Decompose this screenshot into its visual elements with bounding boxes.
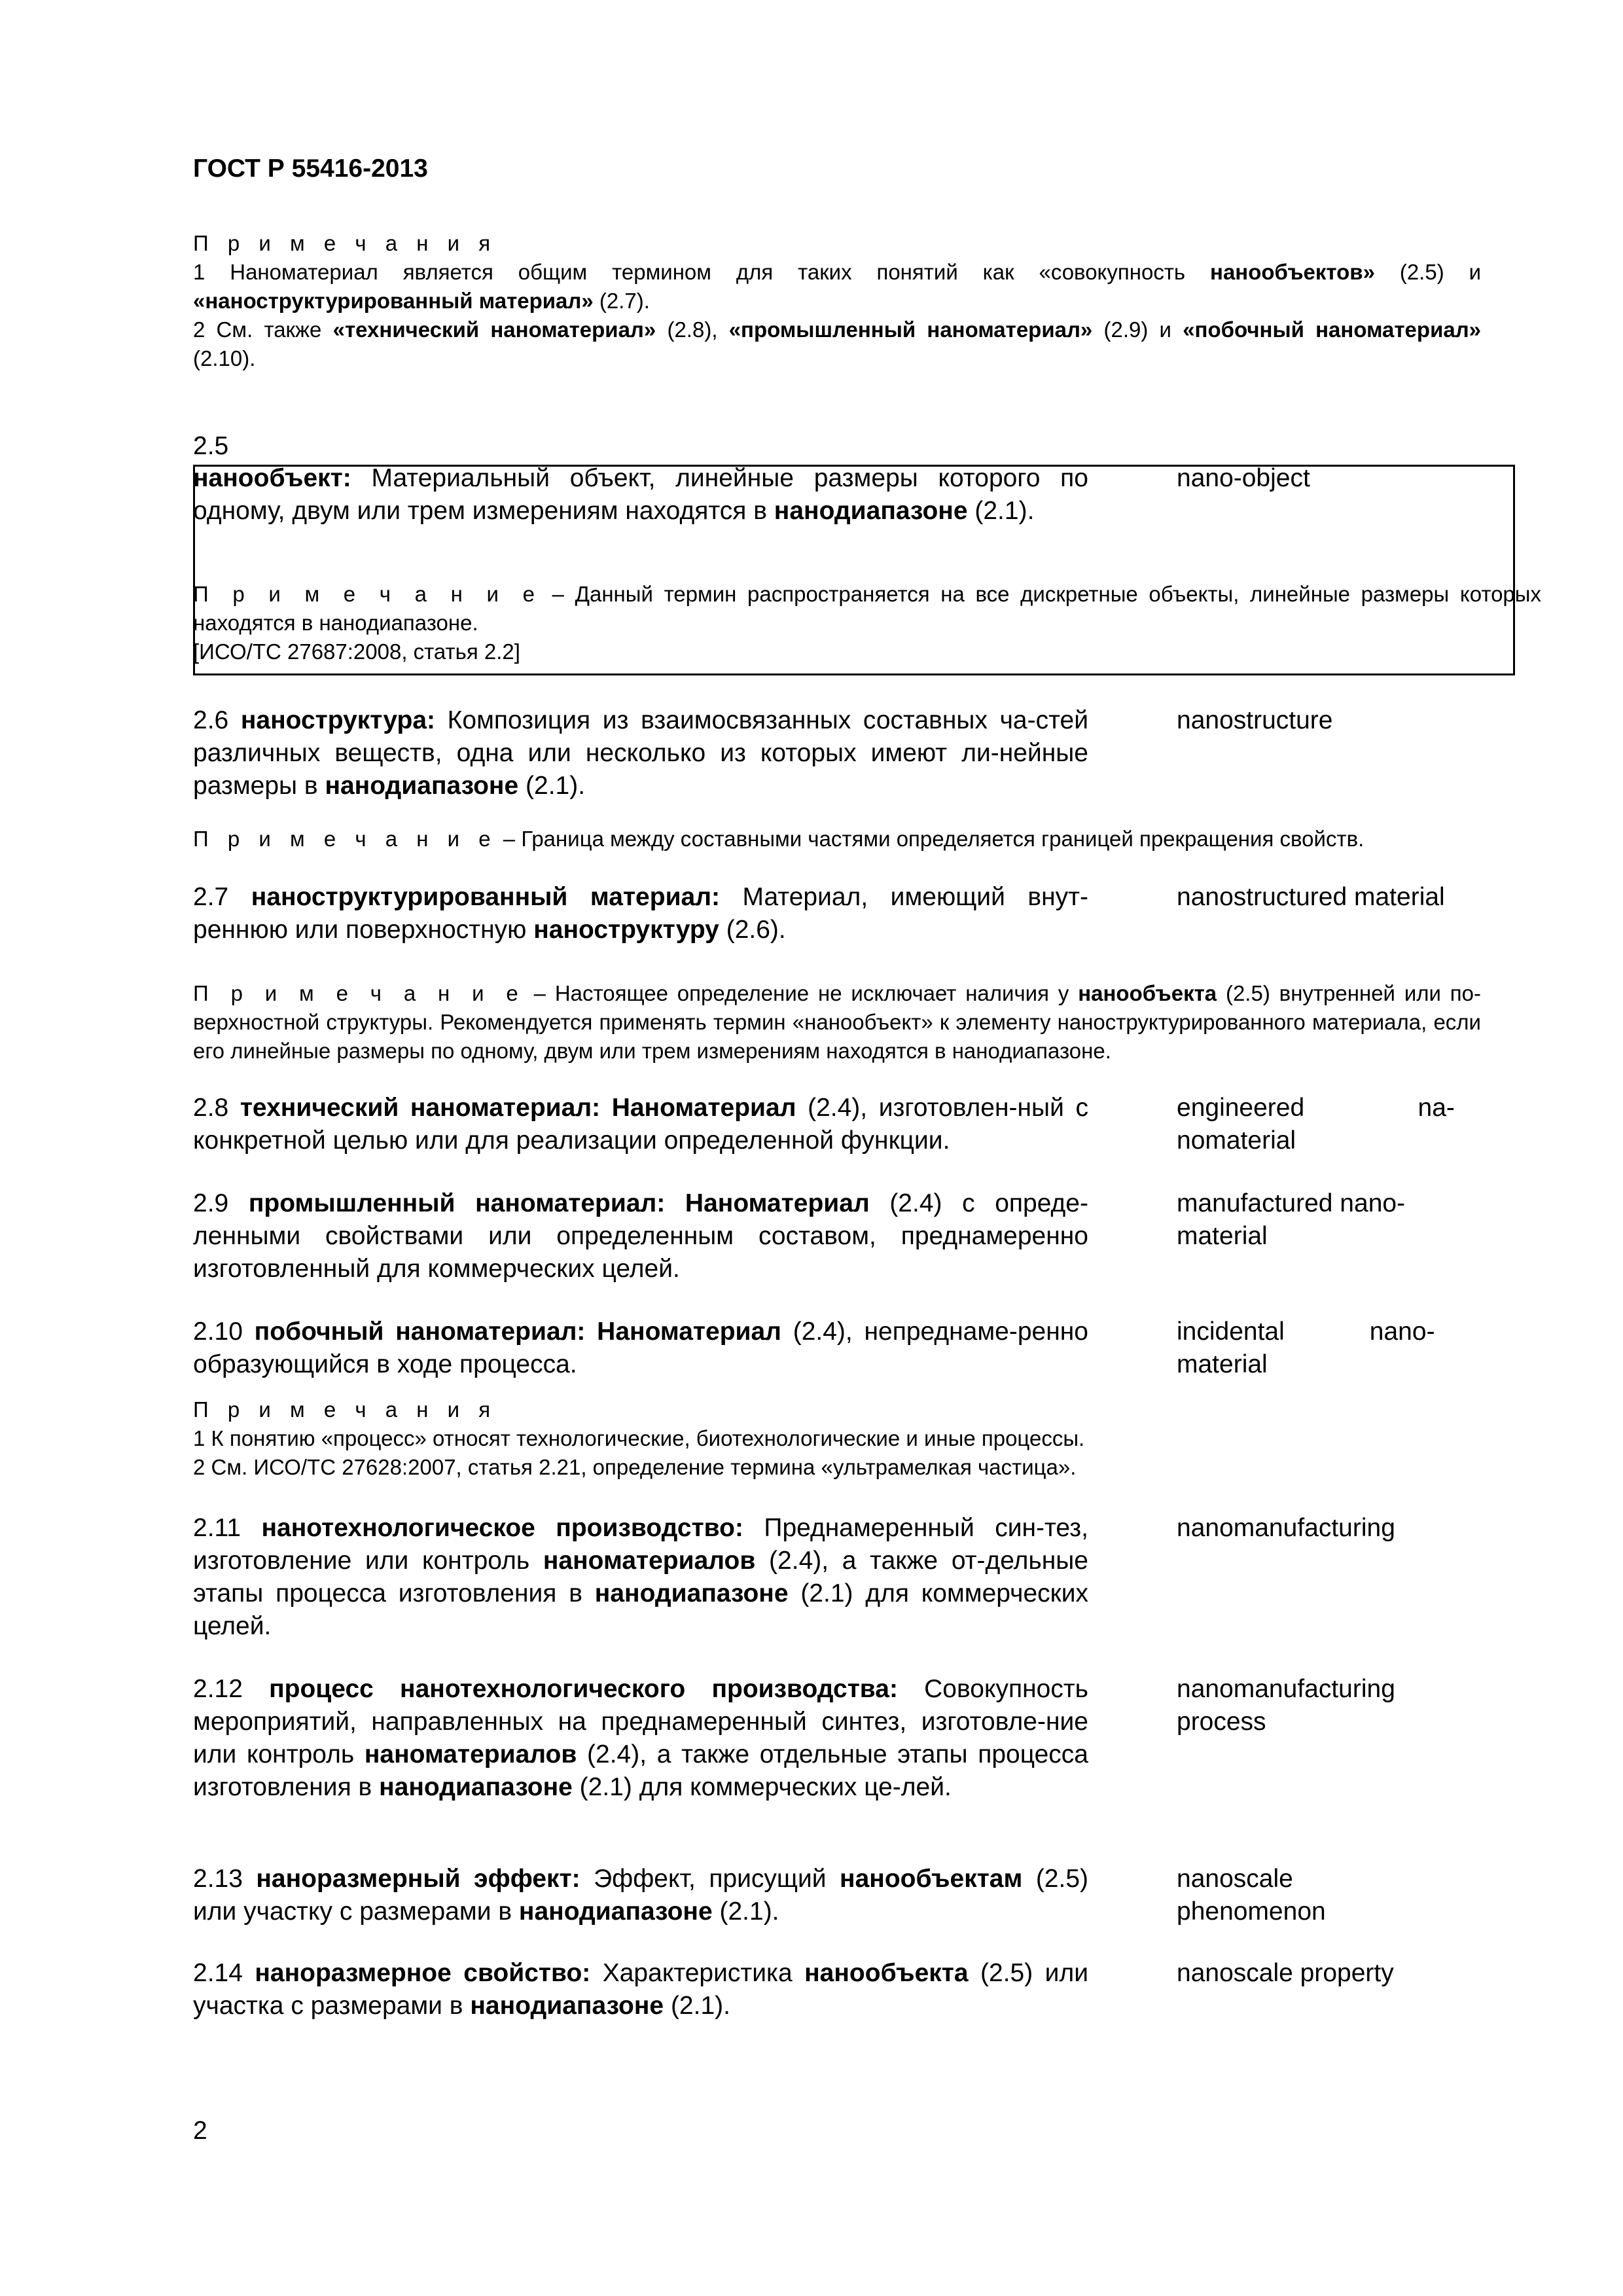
note-2: 2 См. также «технический наноматериал» (2.8), «промышленный наноматериал» (2.9) и «побочный наноматериал» (2.10). [193,317,1482,370]
note-1: 1 Наноматериал является общим термином для таких понятий как «совокупность нанообъектов» (2.5) и «наноструктурированный материал» (2.7). [193,260,1482,313]
entry-2-5-english: nano-object [1177,464,1310,492]
entry-2-10-notes: П р и м е ч а н и я 1 К понятию «процесс» относят технологические, биотехнологические и иные процессы. 2 См. ИСО/ТС 27628:2007, статья 2.21, определение термина «ультрамелкая частица». [193,1397,1085,1479]
entry-2-13-definition: 2.13 наноразмерный эффект: Эффект, присущий нанообъектам (2.5) или участку с размерами в нанодиапазоне (2.1). [193,1865,1089,1926]
notes-label: П р и м е ч а н и я [193,231,497,255]
entry-2-6-definition: 2.6 наноструктура: Композиция из взаимосвязанных составных ча-стей различных веществ, одна или несколько из которых имеют ли-нейные размеры в нанодиапазоне (2.1). [193,706,1088,800]
entry-2-5-note: П р и м е ч а н и е – Данный термин распространяется на все дискретные объекты, линейные размеры которых находятся в нанодиапазоне. [ИСО/ТС 27687:2008, статья 2.2] [193,580,1541,666]
entry-2-11-english: nanomanufacturing [1177,1514,1395,1542]
entry-2-12-definition: 2.12 процесс нанотехнологического производства: Совокупность мероприятий, направленных на преднамеренный синтез, изготовле-ние или контроль наноматериалов (2.4), а также отдельные этапы процесса изготовления в нанодиапазоне (2.1) для коммерческих це-лей. [193,1675,1089,1801]
entry-2-12-english: nanomanufacturing process [1177,1675,1395,1736]
entry-2-7-definition: 2.7 наноструктурированный материал: Материал, имеющий внут-реннюю или поверхностную наноструктуру (2.6). [193,883,1088,944]
entry-2-7-note: П р и м е ч а н и е – Настоящее определение не исключает наличия у нанообъекта (2.5) внутренней или по-верхностной структуры. Рекомендуется применять термин «нанообъект» к элементу наноструктурированного материала, если его линейные размеры по одному, двум или трем измерениям находятся в нанодиапазоне. [193,981,1482,1063]
entry-2-9-english: manufactured nano- material [1177,1189,1406,1250]
entry-2-6-note: П р и м е ч а н и е – Граница между составными частями определяется границей прекращения свойств. [193,827,1364,851]
entry-2-10-english: incidental nano- material [1177,1318,1435,1378]
entry-2-6-english: nanostructure [1177,706,1333,734]
entry-2-8-definition: 2.8 технический наноматериал: Наноматериал (2.4), изготовлен-ный с конкретной целью или для реализации определенной функции. [193,1094,1088,1155]
entry-2-7-english: nanostructured material [1177,883,1445,911]
entry-2-5-number: 2.5 [193,432,229,460]
entry-2-14-definition: 2.14 наноразмерное свойство: Характеристика нанообъекта (2.5) или участка с размерами в нанодиапазоне (2.1). [193,1959,1088,2020]
top-notes [193,229,1481,373]
entry-2-5-source: [ИСО/ТС 27687:2008, статья 2.2] [193,639,520,664]
entry-2-10-definition: 2.10 побочный наноматериал: Наноматериал (2.4), непреднаме-ренно образующийся в ходе процесса. [193,1318,1088,1378]
entry-2-14-english: nanoscale property [1177,1959,1394,1987]
entry-2-8-english: engineered na- nomaterial [1177,1094,1455,1155]
page-number: 2 [193,2117,207,2145]
entry-2-11-definition: 2.11 нанотехнологическое производство: Преднамеренный син-тез, изготовление или контроль наноматериалов (2.4), а также от-дельные этапы процесса изготовления в нанодиапазоне (2.1) для коммерческих целей. [193,1514,1089,1640]
entry-2-5-definition: нанообъект: Материальный объект, линейные размеры которого по одному, двум или трем измерениям находятся в нанодиапазоне (2.1). [193,464,1088,525]
entry-2-9-definition: 2.9 промышленный наноматериал: Наноматериал (2.4) с опреде-ленными свойствами или определенным составом, преднамеренно изготовленный для коммерческих целей. [193,1189,1088,1283]
document-code: ГОСТ Р 55416-2013 [193,154,428,183]
entry-2-13-english: nanoscale phenomenon [1177,1865,1326,1926]
